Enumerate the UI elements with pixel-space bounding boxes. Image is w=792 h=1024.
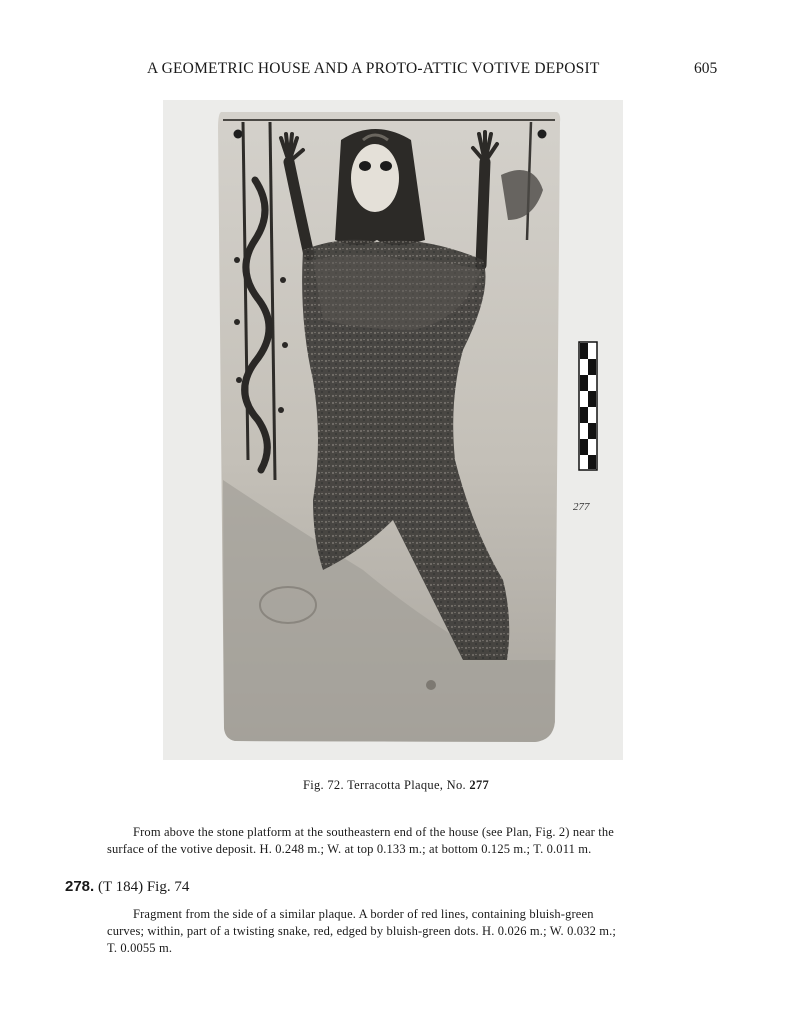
figure-caption (0, 778, 792, 793)
text-line: curves; within, part of a twisting snake, red, edged by bluish-green dots. H. 0.026 m.; W. 0.032 m.; (107, 924, 617, 938)
attachment-hole (234, 130, 243, 139)
text-line: From above the stone platform at the southeastern end of the house (see Plan, Fig. 2) near the (133, 825, 614, 839)
attachment-hole (538, 130, 547, 139)
text-line: surface of the votive deposit. H. 0.248 m.; W. at top 0.133 m.; at bottom 0.125 m.; T. 0.011 m. (107, 842, 592, 856)
catalogue-number: 278. (65, 878, 95, 895)
inventory-label: 277 (573, 501, 590, 513)
entry-278-heading (65, 878, 189, 896)
entry-reference: (T 184) Fig. 74 (97, 879, 190, 895)
text-line: T. 0.0055 m. (107, 941, 173, 955)
text-line: Fragment from the side of a similar plaque. A border of red lines, containing bluish-green (133, 907, 594, 921)
page-number: 605 (694, 60, 718, 77)
figure-face (351, 144, 399, 212)
figure-right-arm (481, 162, 485, 265)
figure-photograph (163, 100, 623, 760)
scale-bar (579, 342, 597, 470)
caption-text: Fig. 72. Terracotta Plaque, No. (302, 778, 466, 792)
entry-277-description (107, 824, 727, 858)
running-title: A GEOMETRIC HOUSE AND A PROTO-ATTIC VOTIVE DEPOSIT (147, 60, 600, 77)
entry-278-description (107, 906, 727, 957)
caption-catalogue-number: 277 (469, 778, 490, 792)
